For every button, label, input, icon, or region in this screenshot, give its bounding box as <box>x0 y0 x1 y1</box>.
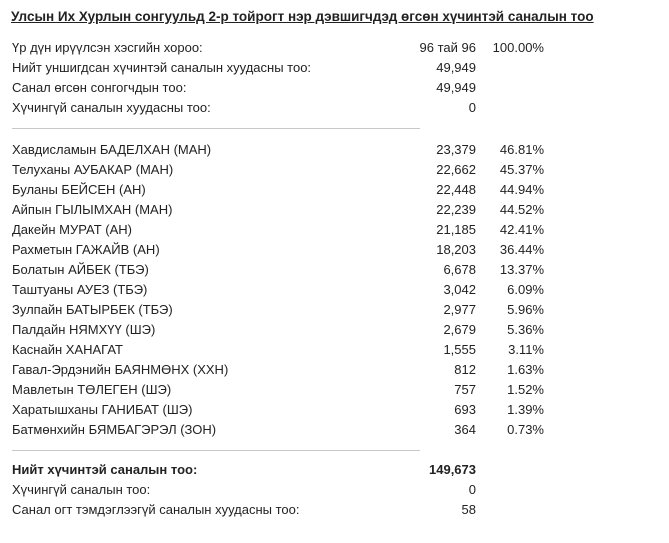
candidate-row-label: Батмөнхийн БЯМБАГЭРЭЛ (ЗОН) <box>12 422 217 437</box>
summary-row-percent <box>476 78 544 98</box>
candidate-row-percent: 1.39% <box>507 402 544 417</box>
totals-row-percent <box>476 460 544 480</box>
candidate-row-label: Палдайн НЯМХҮҮ (ШЭ) <box>12 322 156 337</box>
candidate-row-value: 2,977 <box>443 302 476 317</box>
candidate-row-label: Буланы БЕЙСЕН (АН) <box>12 182 146 197</box>
summary-row-label: Нийт уншигдсан хүчинтэй саналын хуудасны тоо: <box>12 60 312 75</box>
candidate-row-label: Харатышханы ГАНИБАТ (ШЭ) <box>12 402 193 417</box>
candidate-row-value: 22,448 <box>436 182 476 197</box>
summary-row-value: 49,949 <box>436 60 476 75</box>
summary-row-value: 96 тай 96 <box>419 40 476 55</box>
candidate-row-value: 364 <box>454 422 476 437</box>
totals-row-label: Нийт хүчинтэй саналын тоо: <box>12 462 198 477</box>
divider <box>12 450 420 451</box>
totals-row-percent <box>476 480 544 500</box>
candidate-row <box>12 140 552 160</box>
candidate-row-value: 23,379 <box>436 142 476 157</box>
candidate-row-label: Болатын АЙБЕК (ТБЭ) <box>12 262 149 277</box>
candidate-row-percent: 45.37% <box>499 162 544 177</box>
candidate-row <box>12 240 552 260</box>
summary-row-label: Санал өгсөн сонгогчдын тоо: <box>12 80 187 95</box>
totals-row-value: 0 <box>468 482 476 497</box>
candidate-row-label: Хавдисламын БАДЕЛХАН (МАН) <box>12 142 212 157</box>
candidate-row-label: Зулпайн БАТЫРБЕК (ТБЭ) <box>12 302 173 317</box>
candidate-row-value: 757 <box>454 382 476 397</box>
totals-row-label: Хүчингүй саналын тоо: <box>12 482 151 497</box>
candidate-row-label: Каснайн ХАНАГАТ <box>12 342 123 357</box>
candidate-row-label: Дакейн МУРАТ (АН) <box>12 222 132 237</box>
results-table <box>12 38 552 520</box>
candidate-row-label: Мавлетын ТӨЛЕГЕН (ШЭ) <box>12 382 172 397</box>
candidate-row <box>12 260 552 280</box>
totals-row <box>12 480 552 500</box>
candidate-row-value: 6,678 <box>443 262 476 277</box>
candidate-row <box>12 180 552 200</box>
candidate-row <box>12 300 552 320</box>
totals-block <box>12 460 552 520</box>
candidate-row-label: Рахметын ГАЖАЙВ (АН) <box>12 242 160 257</box>
candidate-row-percent: 3.11% <box>508 342 544 357</box>
divider <box>12 128 420 129</box>
candidate-row-value: 2,679 <box>443 322 476 337</box>
summary-row-value: 49,949 <box>436 80 476 95</box>
candidate-row <box>12 400 552 420</box>
candidate-row-value: 1,555 <box>443 342 476 357</box>
candidate-row <box>12 380 552 400</box>
summary-row <box>12 38 552 58</box>
summary-row <box>12 78 552 98</box>
summary-row-percent <box>476 58 544 78</box>
candidate-row-percent: 6.09% <box>507 282 544 297</box>
candidate-row-percent: 44.94% <box>499 182 544 197</box>
summary-row-label: Хүчингүй саналын хуудасны тоо: <box>12 100 211 115</box>
totals-row-percent <box>476 500 544 520</box>
totals-row-value: 149,673 <box>429 462 476 477</box>
candidate-row-value: 21,185 <box>436 222 476 237</box>
candidate-row-percent: 36.44% <box>499 242 544 257</box>
summary-row-percent: 100.00% <box>492 40 544 55</box>
candidate-row <box>12 360 552 380</box>
totals-row-label: Санал огт тэмдэглээгүй саналын хуудасны тоо: <box>12 502 300 517</box>
candidate-row-percent: 42.41% <box>499 222 544 237</box>
candidate-block <box>12 140 552 440</box>
candidate-row-value: 22,662 <box>436 162 476 177</box>
candidate-row-label: Айпын ГЫЛЫМХАН (МАН) <box>12 202 173 217</box>
candidate-row <box>12 340 552 360</box>
summary-row <box>12 58 552 78</box>
summary-block <box>12 38 552 118</box>
candidate-row <box>12 280 552 300</box>
totals-row <box>12 460 552 480</box>
candidate-row-label: Таштуаны АУЕЗ (ТБЭ) <box>12 282 148 297</box>
candidate-row-percent: 44.52% <box>499 202 544 217</box>
candidate-row-value: 22,239 <box>436 202 476 217</box>
totals-row <box>12 500 552 520</box>
candidate-row-label: Гавал-Эрдэнийн БАЯНМӨНХ (ХХН) <box>12 362 229 377</box>
candidate-row-percent: 5.36% <box>507 322 544 337</box>
candidate-row-value: 812 <box>454 362 476 377</box>
candidate-row <box>12 160 552 180</box>
candidate-row-percent: 13.37% <box>499 262 544 277</box>
candidate-row-percent: 0.73% <box>507 422 544 437</box>
candidate-row-label: Телуханы АУБАКАР (МАН) <box>12 162 174 177</box>
candidate-row <box>12 320 552 340</box>
candidate-row <box>12 420 552 440</box>
candidate-row-value: 18,203 <box>436 242 476 257</box>
candidate-row-value: 3,042 <box>443 282 476 297</box>
summary-row-label: Үр дүн ирүүлсэн хэсгийн хороо: <box>12 40 203 55</box>
candidate-row <box>12 220 552 240</box>
summary-row-value: 0 <box>468 100 476 115</box>
candidate-row <box>12 200 552 220</box>
page-title: Улсын Их Хурлын сонгуульд 2-р тойрогт нэр дэвшигчдэд өгсөн хүчинтэй саналын тоо <box>11 9 594 24</box>
candidate-row-percent: 5.96% <box>507 302 544 317</box>
candidate-row-percent: 1.52% <box>507 382 544 397</box>
totals-row-value: 58 <box>461 502 476 517</box>
candidate-row-value: 693 <box>454 402 476 417</box>
candidate-row-percent: 1.63% <box>507 362 544 377</box>
summary-row-percent <box>476 98 544 118</box>
candidate-row-percent: 46.81% <box>499 142 544 157</box>
summary-row <box>12 98 552 118</box>
